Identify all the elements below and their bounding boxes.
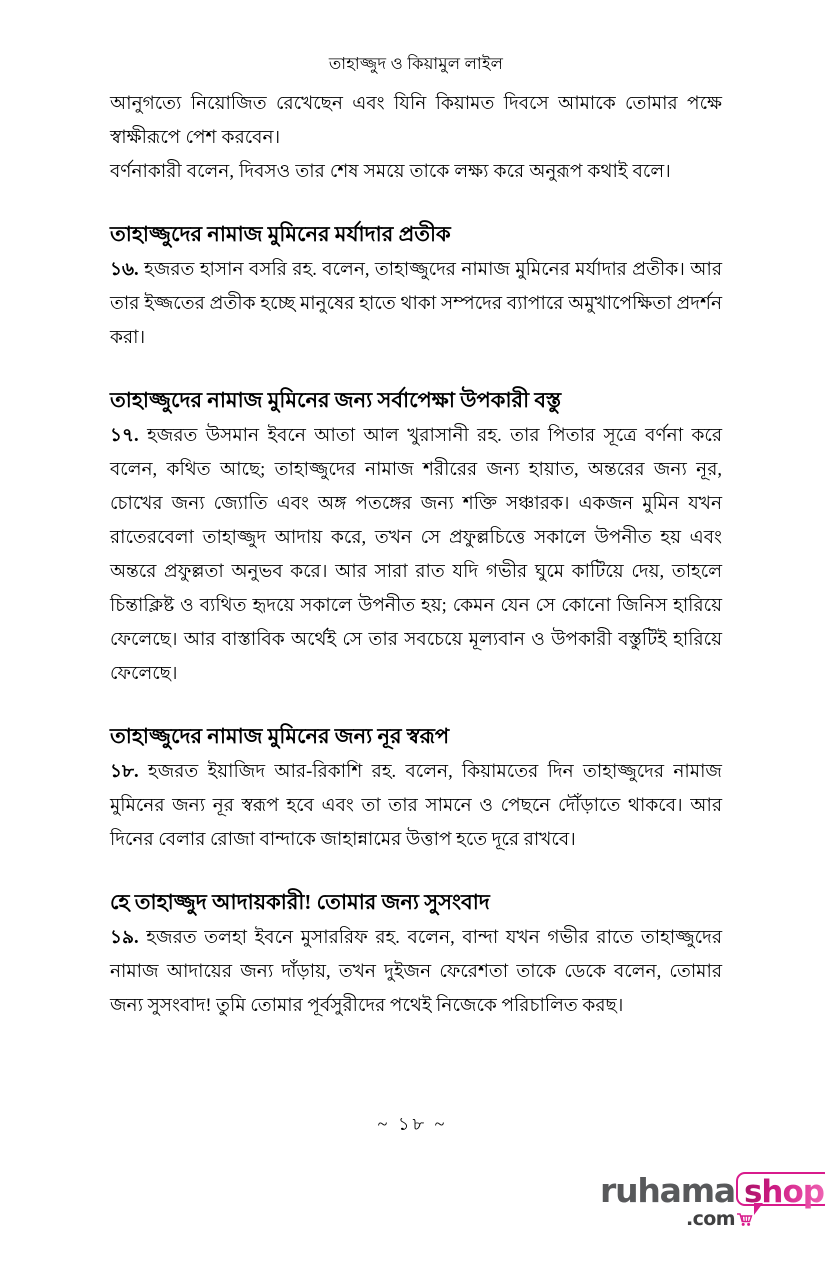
section-19-number: ১৯. xyxy=(110,927,139,948)
speech-bubble-tail-icon xyxy=(754,1203,763,1215)
logo-brand-primary: ruhama xyxy=(600,1171,735,1210)
page-content xyxy=(110,52,722,1023)
intro-paragraph-2: বর্ণনাকারী বলেন, দিবসও তার শেষ সময়ে তাকে লক্ষ্য করে অনুরূপ কথাই বলে। xyxy=(110,161,671,182)
section-16-number: ১৬. xyxy=(110,259,139,280)
section-18-heading: তাহাজ্জুদের নামাজ মুমিনের জন্য নূর স্বরূপ xyxy=(110,723,450,748)
section-18-number: ১৮. xyxy=(110,761,139,782)
section-17 xyxy=(110,385,722,691)
section-16-body xyxy=(110,253,722,355)
section-19-heading: হে তাহাজ্জুদ আদায়কারী! তোমার জন্য সুসংবাদ xyxy=(110,889,490,914)
section-16-heading: তাহাজ্জুদের নামাজ মুমিনের মর্যাদার প্রতীক xyxy=(110,221,451,246)
page-number: ~ ১৮ ~ xyxy=(377,1114,448,1134)
section-19-body xyxy=(110,921,722,1023)
section-16-text: হজরত হাসান বসরি রহ. বলেন, তাহাজ্জুদের নামাজ মুমিনের মর্যাদার প্রতীক। আর তার ইজ্জতের প্রতীক হচ্ছে মানুষের হাতে থাকা সম্পদের ব্যাপারে অমুখাপেক্ষিতা প্রদর্শন করা। xyxy=(110,259,722,348)
ruhamashop-logo xyxy=(600,1171,824,1244)
section-19-text: হজরত তলহা ইবনে মুসাররিফ রহ. বলেন, বান্দা যখন গভীর রাতে তাহাজ্জুদের নামাজ আদায়ের জন্য দাঁড়ায়, তখন দুইজন ফেরেশতা তাকে ডেকে বলেন, তোমার জন্য সুসংবাদ! তুমি তোমার পূর্বসুরীদের পথেই নিজেকে পরিচালিত করছ। xyxy=(110,927,722,1016)
logo-speech-bubble xyxy=(736,1172,825,1210)
section-17-text: হজরত উসমান ইবনে আতা আল খুরাসানী রহ. তার পিতার সূত্রে বর্ণনা করে বলেন, কথিত আছে; তাহাজ্জুদের নামাজ শরীরের জন্য হায়াত, অন্তরের জন্য নূর, চোখের জন্য জ্যোতি এবং অঙ্গ পতঙ্গের জন্য শক্তি সঞ্চারক। একজন মুমিন যখন রাতেরবেলা তাহাজ্জুদ আদায় করে, তখন সে প্রফুল্লচিত্তে সকালে উপনীত হয় এবং অন্তরে প্রফুল্লতা অনুভব করে। আর সারা রাত যদি গভীর ঘুমে কাটিয়ে দেয়, তাহলে চিন্তাক্লিষ্ট ও ব্যথিত হৃদয়ে সকালে উপনীত হয়; কেমন যেন সে কোনো জিনিস হারিয়ে ফেলেছে। আর বাস্তাবিক অর্থেই সে তার সবচেয়ে মূল্যবান ও উপকারী বস্তুটিই হারিয়ে ফেলেছে। xyxy=(110,425,722,684)
section-19 xyxy=(110,887,722,1023)
section-17-heading: তাহাজ্জুদের নামাজ মুমিনের জন্য সর্বাপেক্ষা উপকারী বস্তু xyxy=(110,387,562,412)
section-18-body xyxy=(110,755,722,857)
running-head: তাহাজ্জুদ ও কিয়ামুল লাইল xyxy=(328,54,504,73)
intro-paragraph-1: আনুগত্যে নিয়োজিত রেখেছেন এবং যিনি কিয়ামত দিবসে আমাকে তোমার পক্ষে স্বাক্ষীরূপে পেশ করবেন। xyxy=(110,93,722,148)
shopping-cart-icon xyxy=(736,1212,753,1227)
logo-tld: .com xyxy=(686,1208,735,1230)
section-18-text: হজরত ইয়াজিদ আর-রিকাশি রহ. বলেন, কিয়ামতের দিন তাহাজ্জুদের নামাজ মুমিনের জন্য নূর স্বরূপ হবে এবং তা তার সামনে ও পেছনে দৌঁড়াতে থাকবে। আর দিনের বেলার রোজা বান্দাকে জাহান্নামের উত্তাপ হতে দূরে রাখবে। xyxy=(110,761,722,850)
section-18 xyxy=(110,721,722,857)
logo-domain xyxy=(686,1208,753,1230)
logo-brand-secondary: shop xyxy=(743,1174,824,1210)
section-16 xyxy=(110,219,722,355)
section-17-body xyxy=(110,419,722,691)
section-17-number: ১৭. xyxy=(110,425,139,446)
